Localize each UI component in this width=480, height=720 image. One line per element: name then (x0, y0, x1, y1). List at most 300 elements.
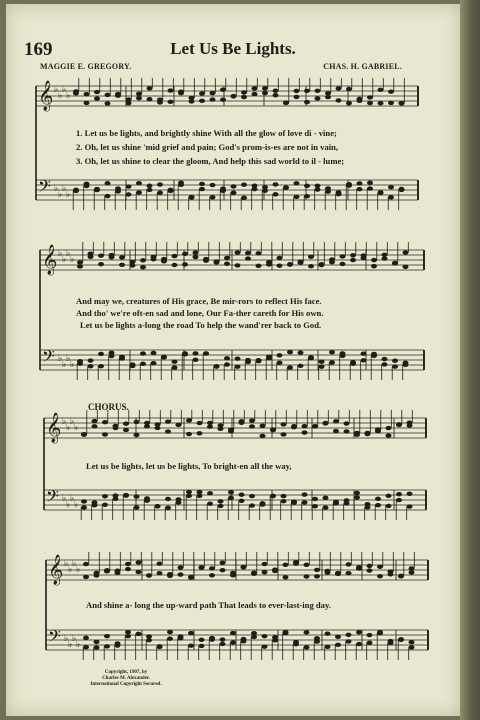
note-head (98, 262, 104, 266)
note-head (104, 634, 110, 638)
note-head (126, 184, 132, 188)
note-head (386, 433, 392, 437)
note-head (361, 358, 367, 362)
note-head (312, 504, 318, 508)
note-head (199, 91, 205, 95)
note-head (209, 566, 215, 570)
note-head (329, 350, 335, 354)
note-head (291, 425, 297, 429)
note-head (136, 96, 142, 100)
note-head (193, 358, 199, 362)
note-head (346, 633, 352, 637)
note-head (228, 427, 234, 431)
note-head (251, 571, 257, 575)
note-head (323, 505, 329, 509)
note-head (346, 101, 352, 105)
note-head (262, 570, 268, 574)
note-head (272, 638, 278, 642)
note-head (283, 631, 289, 635)
note-head (283, 100, 289, 104)
note-head (270, 494, 276, 498)
note-head (340, 254, 346, 258)
note-head (308, 356, 314, 360)
bass-clef: 𝄢 (48, 626, 61, 650)
note-head (388, 89, 394, 93)
note-head (209, 573, 215, 577)
note-head (207, 421, 213, 425)
note-head (224, 356, 230, 360)
note-head (304, 574, 310, 578)
note-head (378, 101, 384, 105)
note-head (81, 505, 87, 509)
note-head (365, 505, 371, 509)
note-head (241, 637, 247, 641)
note-head (182, 252, 188, 256)
note-head (241, 196, 247, 200)
note-head (357, 181, 363, 185)
note-head (199, 182, 205, 186)
note-head (333, 419, 339, 423)
copyright-line-3: International Copyright Secured. (90, 682, 162, 687)
note-head (136, 92, 142, 96)
flat-accidental: ♭ (70, 417, 75, 427)
note-head (314, 568, 320, 572)
note-head (188, 631, 194, 635)
note-head (230, 631, 236, 635)
composer-credit: CHAS. H. GABRIEL. (323, 62, 402, 71)
note-head (119, 355, 125, 359)
hymn-number: 169 (24, 39, 53, 60)
note-head (344, 498, 350, 502)
note-head (231, 184, 237, 188)
note-head (340, 262, 346, 266)
note-head (403, 265, 409, 269)
note-head (119, 255, 125, 259)
flat-accidental: ♭ (58, 190, 63, 200)
note-head (375, 503, 381, 507)
note-head (168, 188, 174, 192)
note-head (336, 98, 342, 102)
note-head (367, 564, 373, 568)
note-head (340, 351, 346, 355)
note-head (109, 351, 115, 355)
note-head (354, 432, 360, 436)
note-head (224, 262, 230, 266)
note-head (399, 101, 405, 105)
note-head (102, 432, 108, 436)
note-head (220, 87, 226, 91)
note-head (94, 96, 100, 100)
note-head (287, 262, 293, 266)
flat-accidental: ♭ (76, 640, 81, 650)
note-head (165, 419, 171, 423)
note-head (302, 424, 308, 428)
note-head (172, 359, 178, 363)
flat-accidental: ♭ (66, 500, 71, 510)
note-head (105, 101, 111, 105)
note-head (147, 184, 153, 188)
note-head (220, 97, 226, 101)
note-head (178, 572, 184, 576)
note-head (260, 424, 266, 428)
note-head (249, 418, 255, 422)
note-head (302, 430, 308, 434)
note-head (193, 250, 199, 254)
note-head (81, 499, 87, 503)
note-head (325, 91, 331, 95)
note-head (182, 262, 188, 266)
note-head (144, 421, 150, 425)
bass-clef: 𝄢 (46, 486, 59, 510)
note-head (84, 184, 90, 188)
note-head (377, 565, 383, 569)
note-head (209, 637, 215, 641)
note-head (398, 638, 404, 642)
note-head (230, 573, 236, 577)
note-head (155, 422, 161, 426)
note-head (77, 359, 83, 363)
note-head (388, 185, 394, 189)
note-head (245, 251, 251, 255)
note-head (367, 641, 373, 645)
verse-1-line-1: 1. Let us be lights, and brightly shine With all the glow of love di - vine; (76, 128, 337, 138)
note-head (272, 569, 278, 573)
note-head (407, 423, 413, 427)
note-head (235, 356, 241, 360)
note-head (140, 265, 146, 269)
flat-accidental: ♭ (74, 423, 79, 433)
note-head (304, 645, 310, 649)
hymn-title: Let Us Be Lights. (170, 39, 296, 58)
note-head (367, 186, 373, 190)
note-head (178, 91, 184, 95)
note-head (83, 562, 89, 566)
note-head (388, 639, 394, 643)
note-head (115, 571, 121, 575)
note-head (168, 100, 174, 104)
note-head (325, 645, 331, 649)
note-head (262, 185, 268, 189)
note-head (273, 192, 279, 196)
note-head (178, 181, 184, 185)
note-head (249, 424, 255, 428)
note-head (203, 351, 209, 355)
note-head (102, 420, 108, 424)
verse-2-line-2: And tho' we're oft-en sad and lone, Our Fa-ther careth for His own. (76, 308, 324, 318)
note-head (266, 260, 272, 264)
bass-clef: 𝄢 (38, 176, 51, 200)
bass-clef: 𝄢 (42, 346, 55, 370)
note-head (392, 261, 398, 265)
note-head (357, 187, 363, 191)
note-head (188, 575, 194, 579)
note-head (333, 429, 339, 433)
note-head (354, 495, 360, 499)
note-head (189, 195, 195, 199)
flat-accidental: ♭ (74, 500, 79, 510)
note-head (365, 431, 371, 435)
note-head (130, 263, 136, 267)
note-head (157, 182, 163, 186)
note-head (367, 101, 373, 105)
note-head (350, 360, 356, 364)
note-head (218, 499, 224, 503)
note-head (115, 94, 121, 98)
note-head (266, 354, 272, 358)
note-head (94, 645, 100, 649)
note-head (319, 364, 325, 368)
note-head (73, 189, 79, 193)
note-head (144, 496, 150, 500)
note-head (224, 256, 230, 260)
note-head (94, 571, 100, 575)
note-head (165, 506, 171, 510)
flat-accidental: ♭ (62, 255, 67, 265)
note-head (220, 637, 226, 641)
note-head (335, 635, 341, 639)
note-head (273, 182, 279, 186)
note-head (83, 636, 89, 640)
copyright-line-2: Charles M. Alexander. (102, 676, 150, 681)
note-head (361, 352, 367, 356)
note-head (386, 494, 392, 498)
note-head (329, 257, 335, 261)
note-head (386, 504, 392, 508)
note-head (172, 254, 178, 258)
note-head (220, 568, 226, 572)
note-head (315, 96, 321, 100)
note-head (151, 361, 157, 365)
note-head (98, 253, 104, 257)
note-head (207, 502, 213, 506)
note-head (125, 567, 131, 571)
note-head (214, 364, 220, 368)
note-head (356, 630, 362, 634)
note-head (130, 364, 136, 368)
lyricist-credit: MAGGIE E. GREGORY. (40, 62, 132, 71)
note-head (357, 99, 363, 103)
note-head (375, 427, 381, 431)
note-head (281, 499, 287, 503)
note-head (102, 503, 108, 507)
note-head (105, 194, 111, 198)
note-head (125, 634, 131, 638)
flat-accidental: ♭ (66, 190, 71, 200)
note-head (146, 638, 152, 642)
note-head (176, 423, 182, 427)
note-head (207, 425, 213, 429)
note-head (315, 187, 321, 191)
note-head (356, 642, 362, 646)
note-head (283, 563, 289, 567)
note-head (157, 645, 163, 649)
note-head (281, 494, 287, 498)
note-head (382, 253, 388, 257)
note-head (94, 90, 100, 94)
note-head (134, 505, 140, 509)
note-head (203, 258, 209, 262)
note-head (245, 360, 251, 364)
note-head (197, 490, 203, 494)
note-head (125, 630, 131, 634)
note-head (123, 428, 129, 432)
note-head (161, 355, 167, 359)
note-head (396, 492, 402, 496)
note-head (382, 357, 388, 361)
note-head (350, 253, 356, 257)
note-head (115, 186, 121, 190)
note-head (125, 562, 131, 566)
note-head (113, 426, 119, 430)
note-head (403, 250, 409, 254)
treble-clef: 𝄞 (46, 413, 62, 443)
note-head (251, 635, 257, 639)
note-head (304, 194, 310, 198)
note-head (346, 562, 352, 566)
verse-3-line-1: 3. Oh, let us shine to clear the gloom, And help this sad world to il - lume; (76, 156, 345, 166)
note-head (262, 634, 268, 638)
note-head (165, 497, 171, 501)
flat-accidental: ♭ (64, 634, 69, 644)
note-head (98, 364, 104, 368)
note-head (336, 86, 342, 90)
note-head (239, 493, 245, 497)
note-head (167, 574, 173, 578)
note-head (98, 352, 104, 356)
flat-accidental: ♭ (68, 640, 73, 650)
note-head (104, 568, 110, 572)
note-head (294, 95, 300, 99)
note-head (167, 637, 173, 641)
note-head (193, 255, 199, 259)
note-head (147, 188, 153, 192)
note-head (273, 93, 279, 97)
note-head (193, 351, 199, 355)
note-head (298, 261, 304, 265)
note-head (241, 90, 247, 94)
note-head (178, 634, 184, 638)
note-head (346, 183, 352, 187)
note-head (304, 184, 310, 188)
note-head (260, 434, 266, 438)
note-head (210, 91, 216, 95)
note-head (119, 263, 125, 267)
note-head (147, 97, 153, 101)
note-head (136, 632, 142, 636)
note-head (335, 643, 341, 647)
note-head (235, 365, 241, 369)
flat-accidental: ♭ (58, 249, 63, 259)
note-head (396, 423, 402, 427)
note-head (346, 87, 352, 91)
note-head (386, 426, 392, 430)
note-head (207, 491, 213, 495)
note-head (281, 432, 287, 436)
book-binding (460, 0, 480, 720)
note-head (294, 181, 300, 185)
note-head (287, 365, 293, 369)
note-head (228, 490, 234, 494)
note-head (134, 420, 140, 424)
note-head (77, 260, 83, 264)
note-head (256, 264, 262, 268)
verse-3-line-2: Let us be lights a-long the road To help the wand'rer back to God. (80, 320, 322, 330)
note-head (323, 421, 329, 425)
note-head (84, 101, 90, 105)
note-head (388, 195, 394, 199)
note-head (199, 638, 205, 642)
flat-accidental: ♭ (66, 91, 71, 101)
note-head (199, 565, 205, 569)
note-head (325, 186, 331, 190)
music-notation (6, 4, 460, 716)
note-head (220, 642, 226, 646)
note-head (218, 504, 224, 508)
note-head (214, 260, 220, 264)
note-head (293, 642, 299, 646)
note-head (312, 497, 318, 501)
note-head (168, 88, 174, 92)
note-head (314, 574, 320, 578)
note-head (378, 190, 384, 194)
note-head (140, 362, 146, 366)
note-head (319, 360, 325, 364)
note-head (126, 192, 132, 196)
note-head (147, 86, 153, 90)
note-head (210, 183, 216, 187)
flat-accidental: ♭ (64, 559, 69, 569)
note-head (407, 504, 413, 508)
note-head (361, 256, 367, 260)
note-head (84, 92, 90, 96)
note-head (136, 570, 142, 574)
note-head (231, 94, 237, 98)
note-head (199, 187, 205, 191)
note-head (134, 494, 140, 498)
note-head (371, 264, 377, 268)
note-head (245, 256, 251, 260)
note-head (230, 640, 236, 644)
note-head (189, 96, 195, 100)
flat-accidental: ♭ (70, 255, 75, 265)
note-head (354, 491, 360, 495)
note-head (323, 496, 329, 500)
flat-accidental: ♭ (76, 565, 81, 575)
note-head (350, 258, 356, 262)
note-head (371, 352, 377, 356)
note-head (409, 645, 415, 649)
note-head (136, 560, 142, 564)
note-head (186, 494, 192, 498)
note-head (388, 572, 394, 576)
note-head (319, 263, 325, 267)
flat-accidental: ♭ (66, 354, 71, 364)
note-head (126, 97, 132, 101)
note-head (151, 351, 157, 355)
note-head (329, 360, 335, 364)
note-head (123, 493, 129, 497)
note-head (81, 433, 87, 437)
note-head (294, 195, 300, 199)
chorus-label: CHORUS. (88, 402, 129, 412)
note-head (312, 424, 318, 428)
note-head (172, 365, 178, 369)
note-head (151, 257, 157, 261)
note-head (239, 499, 245, 503)
note-head (273, 89, 279, 93)
note-head (140, 351, 146, 355)
note-head (199, 99, 205, 103)
